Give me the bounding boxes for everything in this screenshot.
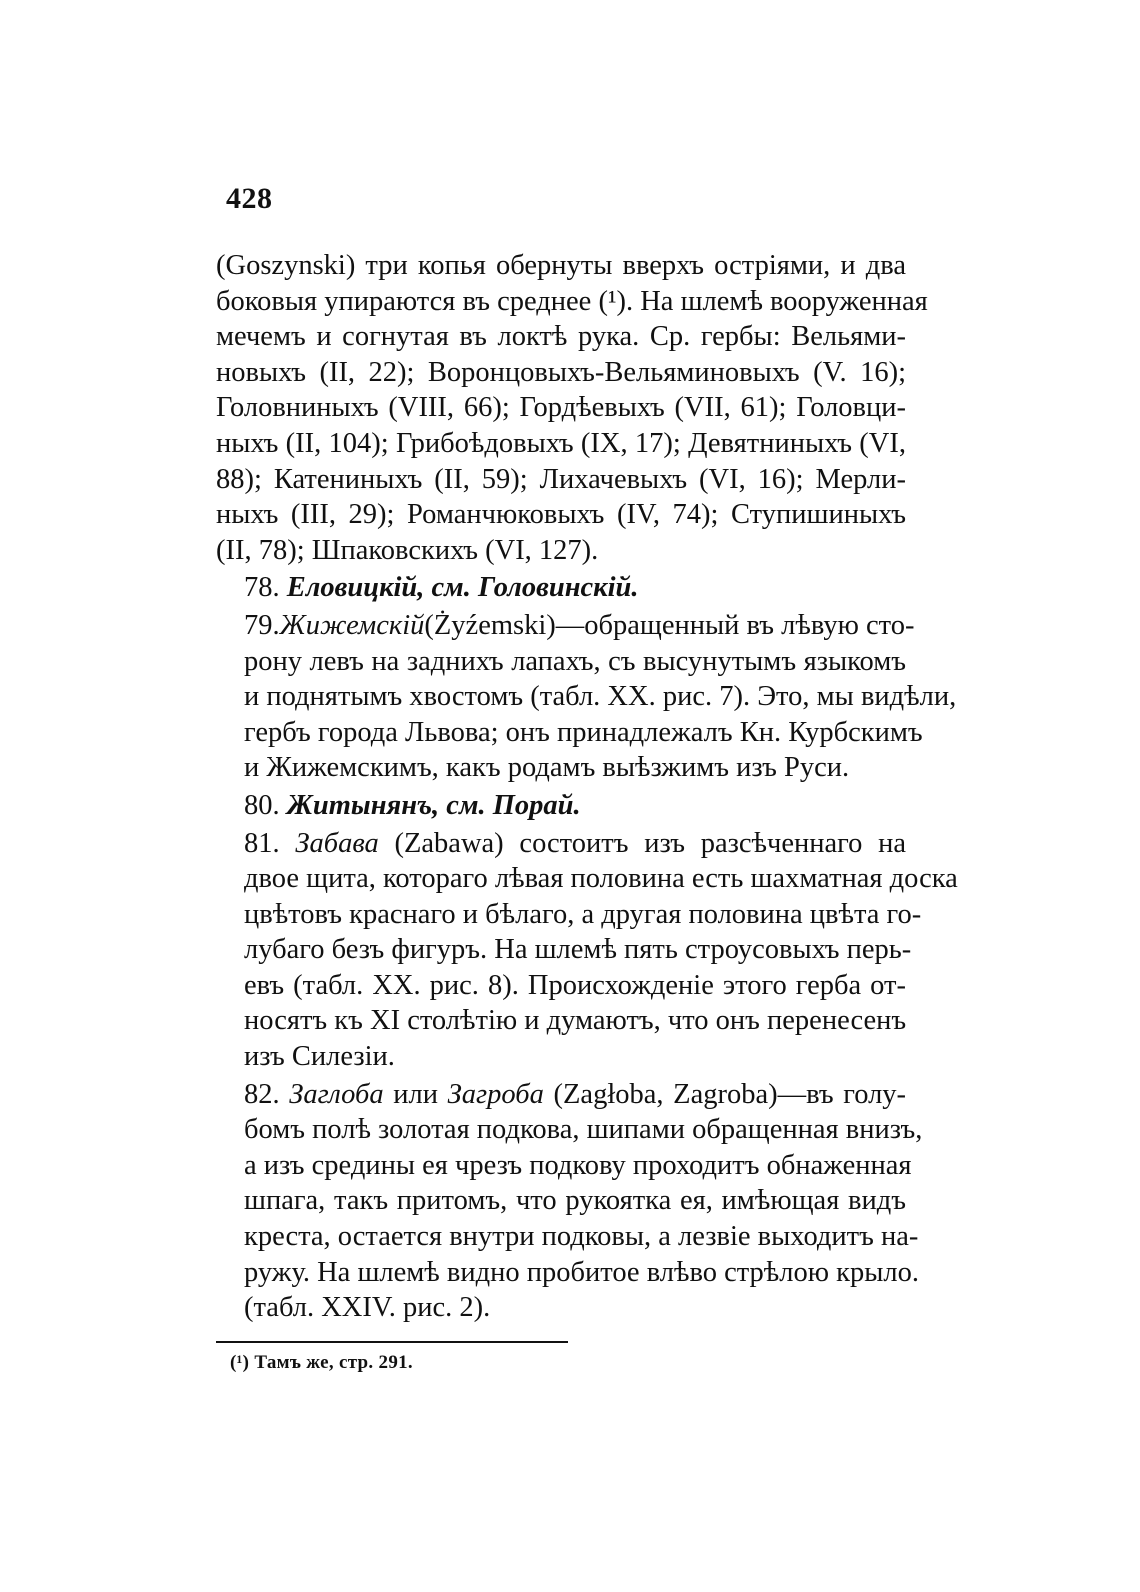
text-line: боковыя упираются въ среднее (¹). На шлемѣ вооруженная xyxy=(216,285,928,317)
entry-number: 80. xyxy=(244,789,280,821)
text-line: шпага, такъ притомъ, что рукоятка ея, имѣющая видъ xyxy=(244,1185,906,1217)
footnote-marker: (¹) xyxy=(230,1352,250,1373)
body-text xyxy=(216,248,958,1326)
text-line: креста, остается внутри подковы, а лезвіе выходитъ на- xyxy=(244,1221,919,1253)
text-line: (Goszynski) три копья обернуты вверхъ остріями, и два xyxy=(216,250,906,281)
text-line: ныхъ (II, 104); Грибоѣдовыхъ (IX, 17); Девятниныхъ (VI, xyxy=(216,427,906,459)
text-line: Головниныхъ (VIII, 66); Гордѣевыхъ (VII, 61); Головци- xyxy=(216,392,906,424)
text-line xyxy=(216,1077,906,1113)
entry-connector: или xyxy=(393,1078,439,1110)
text-line: мечемъ и согнутая въ локтѣ рука. Ср. гербы: Вельями- xyxy=(216,321,906,353)
text-fragment: (Zabawa) состоитъ изъ разсѣченнаго на xyxy=(394,827,907,859)
footnote xyxy=(230,1352,413,1374)
footnote-divider xyxy=(216,1341,568,1343)
text-line: ныхъ (III, 29); Романчюковыхъ (IV, 74); Ступишиныхъ xyxy=(216,499,906,531)
entry-82 xyxy=(216,1077,923,1326)
text-line: (II, 78); Шпаковскихъ (VI, 127). xyxy=(216,534,599,566)
entry-81 xyxy=(216,826,958,1075)
entry-title: Забава xyxy=(295,827,379,859)
entry-title: Еловицкій, см. Головинскій. xyxy=(286,572,639,604)
text-line xyxy=(216,608,915,644)
entry-number: 79. xyxy=(244,609,280,641)
entry-number: 78. xyxy=(244,572,280,604)
entry-title: Жижемскій xyxy=(279,609,425,641)
entry-title-alt: Загроба xyxy=(447,1078,544,1110)
paragraph-goszynski xyxy=(216,248,928,568)
text-line: новыхъ (II, 22); Воронцовыхъ-Вельяминовыхъ (V. 16); xyxy=(216,356,906,388)
text-line: бомъ полѣ золотая подкова, шипами обращенная внизъ, xyxy=(244,1114,923,1146)
entry-number: 82. xyxy=(244,1078,280,1110)
entry-79 xyxy=(216,608,957,786)
entry-78 xyxy=(216,570,906,606)
entry-number: 81. xyxy=(244,827,280,859)
text-line: евъ (табл. XX. рис. 8). Происхожденіе этого герба от- xyxy=(244,969,906,1001)
text-line: и поднятымъ хвостомъ (табл. XX. рис. 7). Это, мы видѣли, xyxy=(244,681,957,713)
text-line: 88); Катениныхъ (II, 59); Лихачевыхъ (VI, 16); Мерли- xyxy=(216,463,906,495)
text-line: лубаго безъ фигуръ. На шлемѣ пять строусовыхъ перь- xyxy=(244,934,912,966)
text-line: а изъ средины ея чрезъ подкову проходитъ обнаженная xyxy=(244,1149,912,1181)
text-line xyxy=(216,826,906,862)
entry-title: Житынянъ, см. Порай. xyxy=(286,789,581,821)
text-line: гербъ города Львова; онъ принадлежалъ Кн. Курбскимъ xyxy=(244,716,923,748)
text-line: рону левъ на заднихъ лапахъ, съ высунутымъ языкомъ xyxy=(244,645,906,677)
entry-title: Заглоба xyxy=(289,1078,384,1110)
text-line: (табл. XXIV. рис. 2). xyxy=(244,1292,491,1324)
footnote-text: Тамъ же, стр. 291. xyxy=(254,1352,413,1373)
text-line: изъ Силезіи. xyxy=(244,1041,395,1073)
text-fragment: (Żyźemski)—обращенный въ лѣвую сто- xyxy=(424,609,915,641)
text-line: двое щита, котораго лѣвая половина есть шахматная доска xyxy=(244,863,958,895)
entry-80 xyxy=(216,788,906,824)
text-line: цвѣтовъ краснаго и бѣлаго, а другая половина цвѣта го- xyxy=(244,898,922,930)
text-fragment: (Zagłoba, Zagroba)—въ голу- xyxy=(553,1078,907,1110)
text-line: ружу. На шлемѣ видно пробитое влѣво стрѣлою крыло. xyxy=(244,1256,920,1288)
text-line: носятъ къ XI столѣтію и думаютъ, что онъ перенесенъ xyxy=(244,1005,907,1037)
text-line: и Жижемскимъ, какъ родамъ выѣзжимъ изъ Руси. xyxy=(244,752,850,784)
page-number: 428 xyxy=(226,182,273,215)
